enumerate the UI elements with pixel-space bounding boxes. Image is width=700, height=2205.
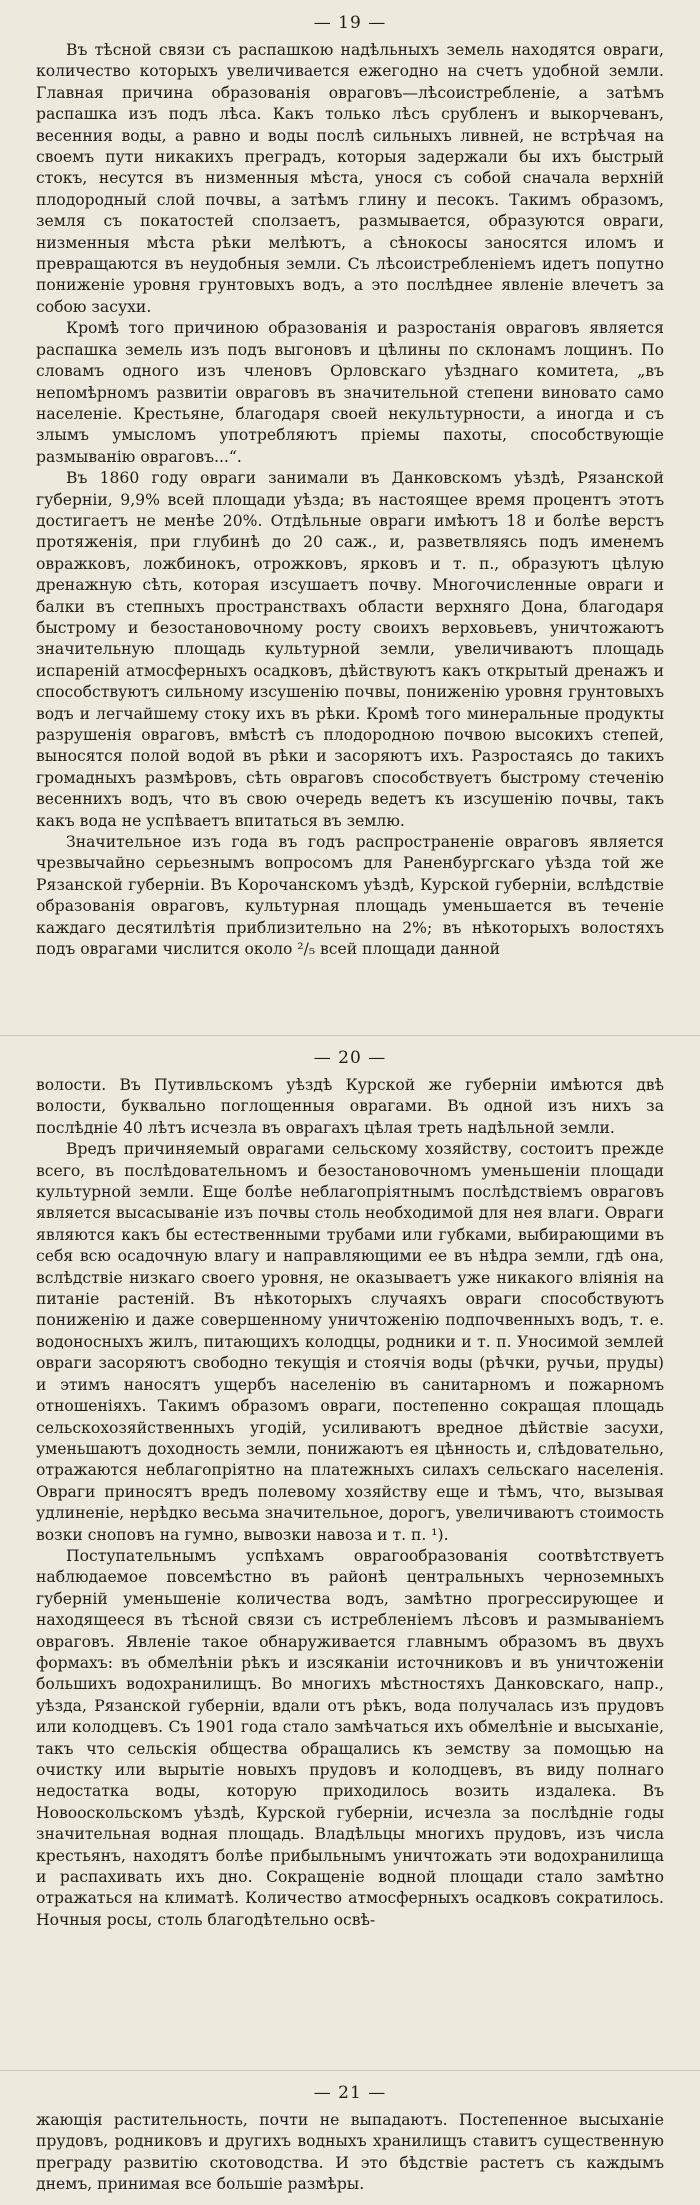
page-number: — 21 — [313,2083,387,2103]
page-number: — 19 — [313,13,387,33]
page-19 [0,0,700,1035]
page-20 [0,1035,700,2070]
page-text [0,1075,700,1931]
paragraph: жающія растительность, почти не выпадаютъ. Постепенное высыханіе прудовъ, родниковъ и другихъ водныхъ хранилищъ ставитъ существенную преграду развитію скотоводства. И это бѣдствіе растетъ съ каждымъ днемъ, принимая все большіе размѣры. [36,2111,664,2194]
page-text [0,40,700,960]
paragraph: Въ тѣсной связи съ распашкою надѣльныхъ земель находятся овраги, количество которыхъ увеличивается ежегодно на счетъ удобной земли. Главная причина образованія овраговъ—лѣсоистребленіе, а затѣмъ распашка изъ подъ лѣса. Какъ только лѣсъ срубленъ и выкорчеванъ, весенния воды, а равно и воды послѣ сильныхъ ливней, не встрѣчая на своемъ пути никакихъ преградъ, которыя задержали бы ихъ быстрый стокъ, несутся въ низменныя мѣста, унося съ собой сначала верхній плодородный слой почвы, а затѣмъ глину и песокъ. Такимъ образомъ, земля съ покатостей сползаетъ, размывается, образуются овраги, низменныя мѣста рѣки мелѣютъ, а сѣнокосы заносятся иломъ и превращаются въ неудобныя земли. Съ лѣсоистребленіемъ идетъ попутно пониженіе уровня грунтовыхъ водъ, а это послѣднее явленіе влечетъ за собою засухи. [36,41,664,316]
paragraph: волости. Въ Путивльскомъ уѣздѣ Курской же губерніи имѣются двѣ волости, буквально поглощенныя оврагами. Въ одной изъ нихъ за послѣдніе 40 лѣтъ исчезла въ оврагахъ цѣлая треть надѣльной земли. [36,1076,664,1137]
paragraph: Поступательнымъ успѣхамъ оврагообразованія соотвѣтствуетъ наблюдаемое повсемѣстно въ районѣ центральныхъ черноземныхъ губерній уменьшеніе количества водъ, замѣтно прогрессирующее и находящееся въ тѣсной связи съ истребленіемъ лѣсовъ и размываніемъ овраговъ. Явленіе такое обнаруживается главнымъ образомъ въ двухъ формахъ: въ обмелѣніи рѣкъ и изсяканіи источниковъ и въ уничтоженіи большихъ водохранилищъ. Во многихъ мѣстностяхъ Данковскаго, напр., уѣзда, Рязанской губерніи, вдали отъ рѣкъ, вода получалась изъ прудовъ или колодцевъ. Съ 1901 года стало замѣчаться ихъ обмелѣніе и высыханіе, такъ что сельскія общества обращались къ земству за помощью на очистку или вырытіе новыхъ прудовъ и колодцевъ, въ виду полнаго недостатка воды, которую приходилось возить издалека. Въ Новооскольскомъ уѣздѣ, Курской губерніи, исчезла за послѣдніе годы значительная водная площадь. Владѣльцы многихъ прудовъ, изъ числа крестьянъ, находятъ болѣе прибыльнымъ уничтожать эти водохранилища и распахивать ихъ дно. Сокращеніе водной площади стало замѣтно отражаться на климатѣ. Количество атмосферныхъ осадковъ сократилось. Ночныя росы, столь благодѣтельно освѣ- [36,1546,664,1929]
page-number: — 20 — [313,1048,387,1068]
page-21 [0,2070,700,2205]
page-text [0,2110,700,2196]
paragraph: Вредъ причиняемый оврагами сельскому хозяйству, состоитъ прежде всего, въ послѣдовательномъ и безостановочномъ уменьшеніи площади культурной земли. Еще болѣе неблагопріятнымъ послѣдствіемъ овраговъ является высасываніе изъ почвы столь необходимой для нея влаги. Овраги являются какъ бы естественными трубами или губками, выбирающими въ себя всю осадочную влагу и направляющими ее въ нѣдра земли, гдѣ она, вслѣдствіе низкаго своего уровня, не оказываетъ уже никакого вліянія на питаніе растеній. Въ нѣкоторыхъ случаяхъ овраги способствуютъ пониженію и даже совершенному уничтоженію подпочвенныхъ водъ, т. е. водоносныхъ жилъ, питающихъ колодцы, родники и т. п. Уносимой землей овраги засоряютъ свободно текущія и стоячія воды (рѣчки, ручьи, пруды) и этимъ наносятъ ущербъ населенію въ санитарномъ и пожарномъ отношеніяхъ. Такимъ образомъ овраги, постепенно сокращая площадь сельскохозяйственныхъ угодій, усиливаютъ вредное дѣйствіе засухи, уменьшаютъ доходность земли, понижаютъ ея цѣнность и, слѣдовательно, отражаются неблагопріятно на платежныхъ силахъ сельскаго населенія. Овраги приносятъ вредъ полевому хозяйству еще и тѣмъ, что, вызывая удлиненіе, нерѣдко весьма значительное, дорогъ, увеличиваютъ стоимость возки сноповъ на гумно, вывозки навоза и т. п. ¹). [36,1140,664,1544]
paragraph: Значительное изъ года въ годъ распространеніе овраговъ является чрезвычайно серьезнымъ вопросомъ для Раненбургскаго уѣзда той же Рязанской губерніи. Въ Корочанскомъ уѣздѣ, Курской губерніи, вслѣдствіе образованія овраговъ, культурная площадь уменьшается въ теченіе каждаго десятилѣтія приблизительно на 2%; въ нѣкоторыхъ волостяхъ подъ оврагами числится около ²/₅ всей площади данной [36,833,664,959]
paragraph: Въ 1860 году овраги занимали въ Данковскомъ уѣздѣ, Рязанской губерніи, 9,9% всей площади уѣзда; въ настоящее время процентъ этотъ достигаетъ не менѣе 20%. Отдѣльные овраги имѣютъ 18 и болѣе верстъ протяженія, при глубинѣ до 20 саж., и, разветвляясь подъ именемъ овражковъ, ложбинокъ, отрожковъ, ярковъ и т. п., образуютъ цѣлую дренажную сѣть, которая изсушаетъ почву. Многочисленные овраги и балки въ степныхъ пространствахъ области верхняго Дона, благодаря быстрому и безостановочному росту своихъ верховьевъ, уничтожаютъ значительную площадь культурной земли, увеличиваютъ площадь испареній атмосферныхъ осадковъ, дѣйствуютъ какъ открытый дренажъ и способствуютъ сильному изсушенію почвы, пониженію уровня грунтовыхъ водъ и легчайшему стоку ихъ въ рѣки. Кромѣ того минеральные продукты разрушенія овраговъ, вмѣстѣ съ плодородною почвою высокихъ степей, выносятся полой водой въ рѣки и засоряютъ ихъ. Разростаясь до такихъ громадныхъ размѣровъ, сѣть овраговъ способствуетъ быстрому стеченію весеннихъ водъ, что въ свою очередь ведетъ къ изсушенію почвы, такъ какъ вода не успѣваетъ впитаться въ землю. [36,469,664,830]
paragraph: Кромѣ того причиною образованія и разростанія овраговъ является распашка земель изъ подъ выгоновъ и цѣлины по склонамъ лощинъ. По словамъ одного изъ членовъ Орловскаго уѣзднаго комитета, „въ непомѣрномъ развитіи овраговъ въ значительной степени виновато само населеніе. Крестьяне, благодаря своей некультурности, а иногда и съ злымъ умысломъ употребляютъ пріемы пахоты, способствующіе размыванію овраговъ...“. [36,319,664,466]
